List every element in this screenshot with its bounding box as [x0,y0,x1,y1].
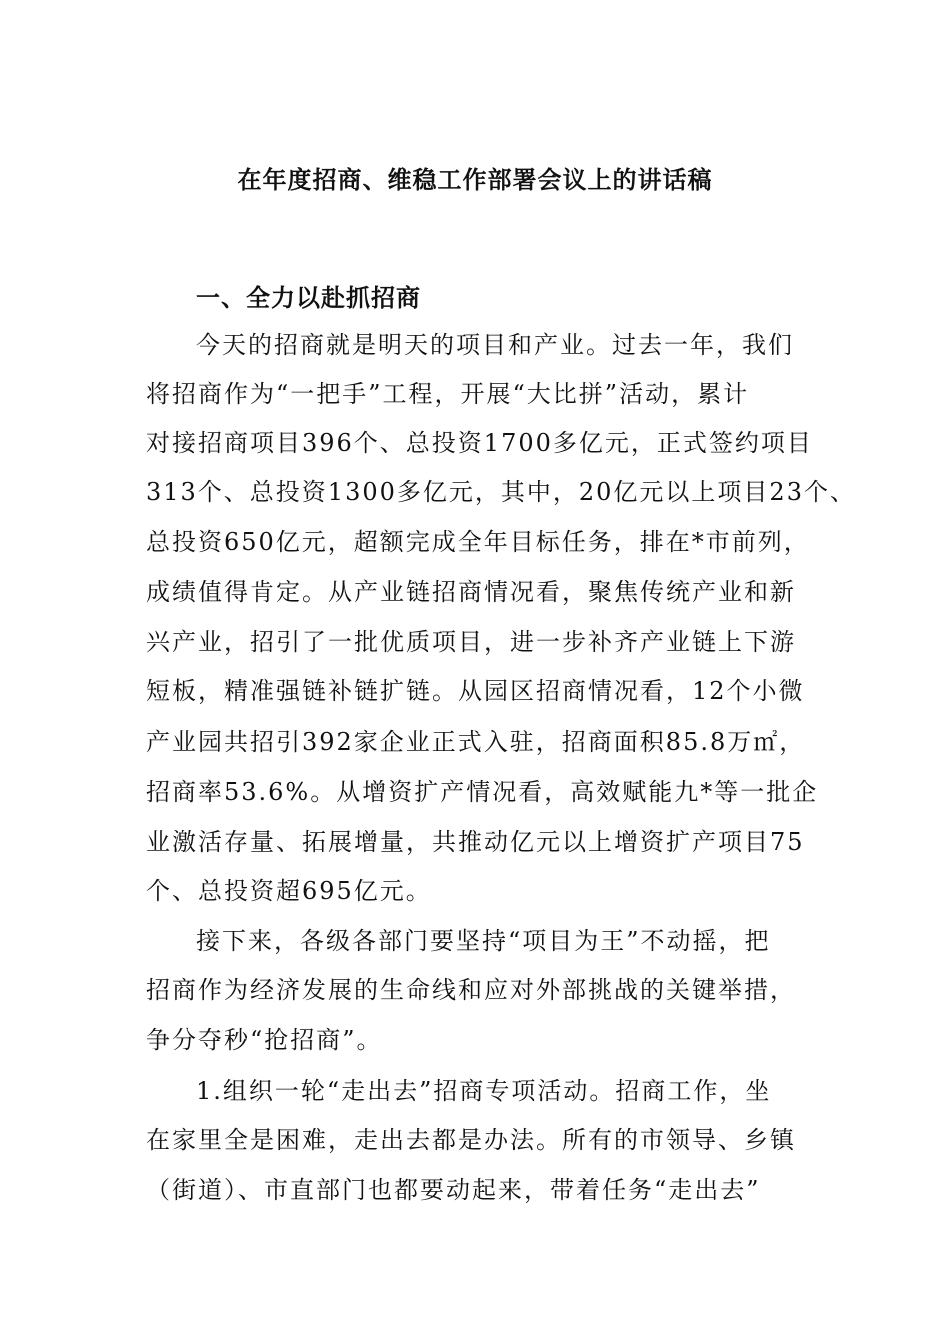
paragraph-line: 争分夺秒“抢招商”。 [146,1026,383,1054]
paragraph-line: （街道）、市直部门也都要动起来，带着任务“走出去” [146,1176,761,1204]
paragraph-line: 招商率53.6%。从增资扩产情况看，高效赋能九*等一批企 [146,778,819,806]
paragraph-line: 313个、总投资1300多亿元，其中，20亿元以上项目23个、 [146,478,856,506]
paragraph-line: 兴产业，招引了一批优质项目，进一步补齐产业链上下游 [146,628,796,656]
paragraph-line: 对接招商项目396个、总投资1700多亿元，正式签约项目 [146,429,813,457]
paragraph-line: 1.组织一轮“走出去”招商专项活动。招商工作，坐 [196,1077,772,1105]
paragraph-line: 个、总投资超695亿元。 [146,877,432,905]
document-title: 在年度招商、维稳工作部署会议上的讲话稿 [237,166,713,194]
section-heading: 一、全力以赴抓招商 [196,284,421,312]
paragraph-line: 接下来，各级各部门要坚持“项目为王”不动摇，把 [196,927,771,955]
paragraph-line: 业激活存量、拓展增量，共推动亿元以上增资扩产项目75 [146,828,805,856]
paragraph-line: 招商作为经济发展的生命线和应对外部挑战的关键举措， [146,976,796,1004]
paragraph-line: 今天的招商就是明天的项目和产业。过去一年，我们 [196,331,794,359]
paragraph-line: 在家里全是困难，走出去都是办法。所有的市领导、乡镇 [146,1126,796,1154]
paragraph-line: 短板，精准强链补链扩链。从园区招商情况看，12个小微 [146,677,805,705]
paragraph-line: 总投资650亿元，超额完成全年目标任务，排在*市前列， [146,528,810,556]
paragraph-line: 成绩值得肯定。从产业链招商情况看，聚焦传统产业和新 [146,578,796,606]
paragraph-line: 将招商作为“一把手”工程，开展“大比拼”活动，累计 [146,380,750,408]
paragraph-line: 产业园共招引392家企业正式入驻，招商面积85.8万㎡， [146,728,806,756]
